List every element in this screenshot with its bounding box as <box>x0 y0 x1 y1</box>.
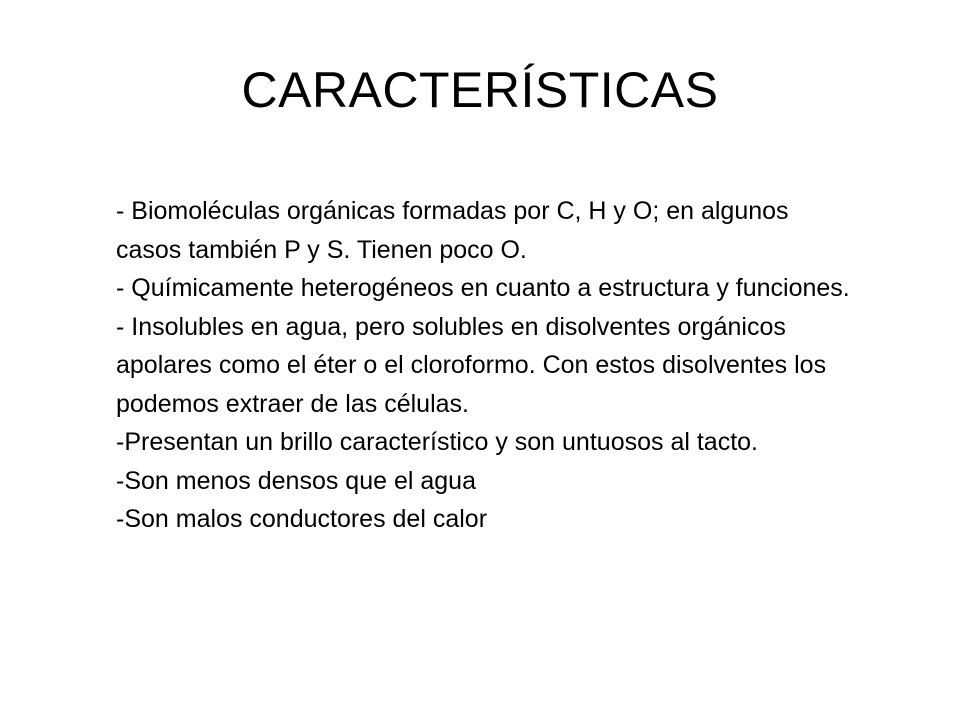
list-item: - Insolubles en agua, pero solubles en disolventes orgánicos apolares como el éter o el cloroformo. Con estos disolventes los podemos extraer de las células. <box>116 312 827 418</box>
list-item: - Biomoléculas orgánicas formadas por C, H y O; en algunos casos también P y S. Tienen poco O. <box>116 197 789 264</box>
list-item: -Presentan un brillo característico y son untuosos al tacto. <box>116 428 758 456</box>
slide-title: CARACTERÍSTICAS <box>241 62 719 118</box>
characteristics-list <box>116 192 856 539</box>
list-item: - Químicamente heterogéneos en cuanto a estructura y funciones. <box>116 274 850 302</box>
list-item: -Son malos conductores del calor <box>116 505 488 533</box>
list-item: -Son menos densos que el agua <box>116 466 476 495</box>
